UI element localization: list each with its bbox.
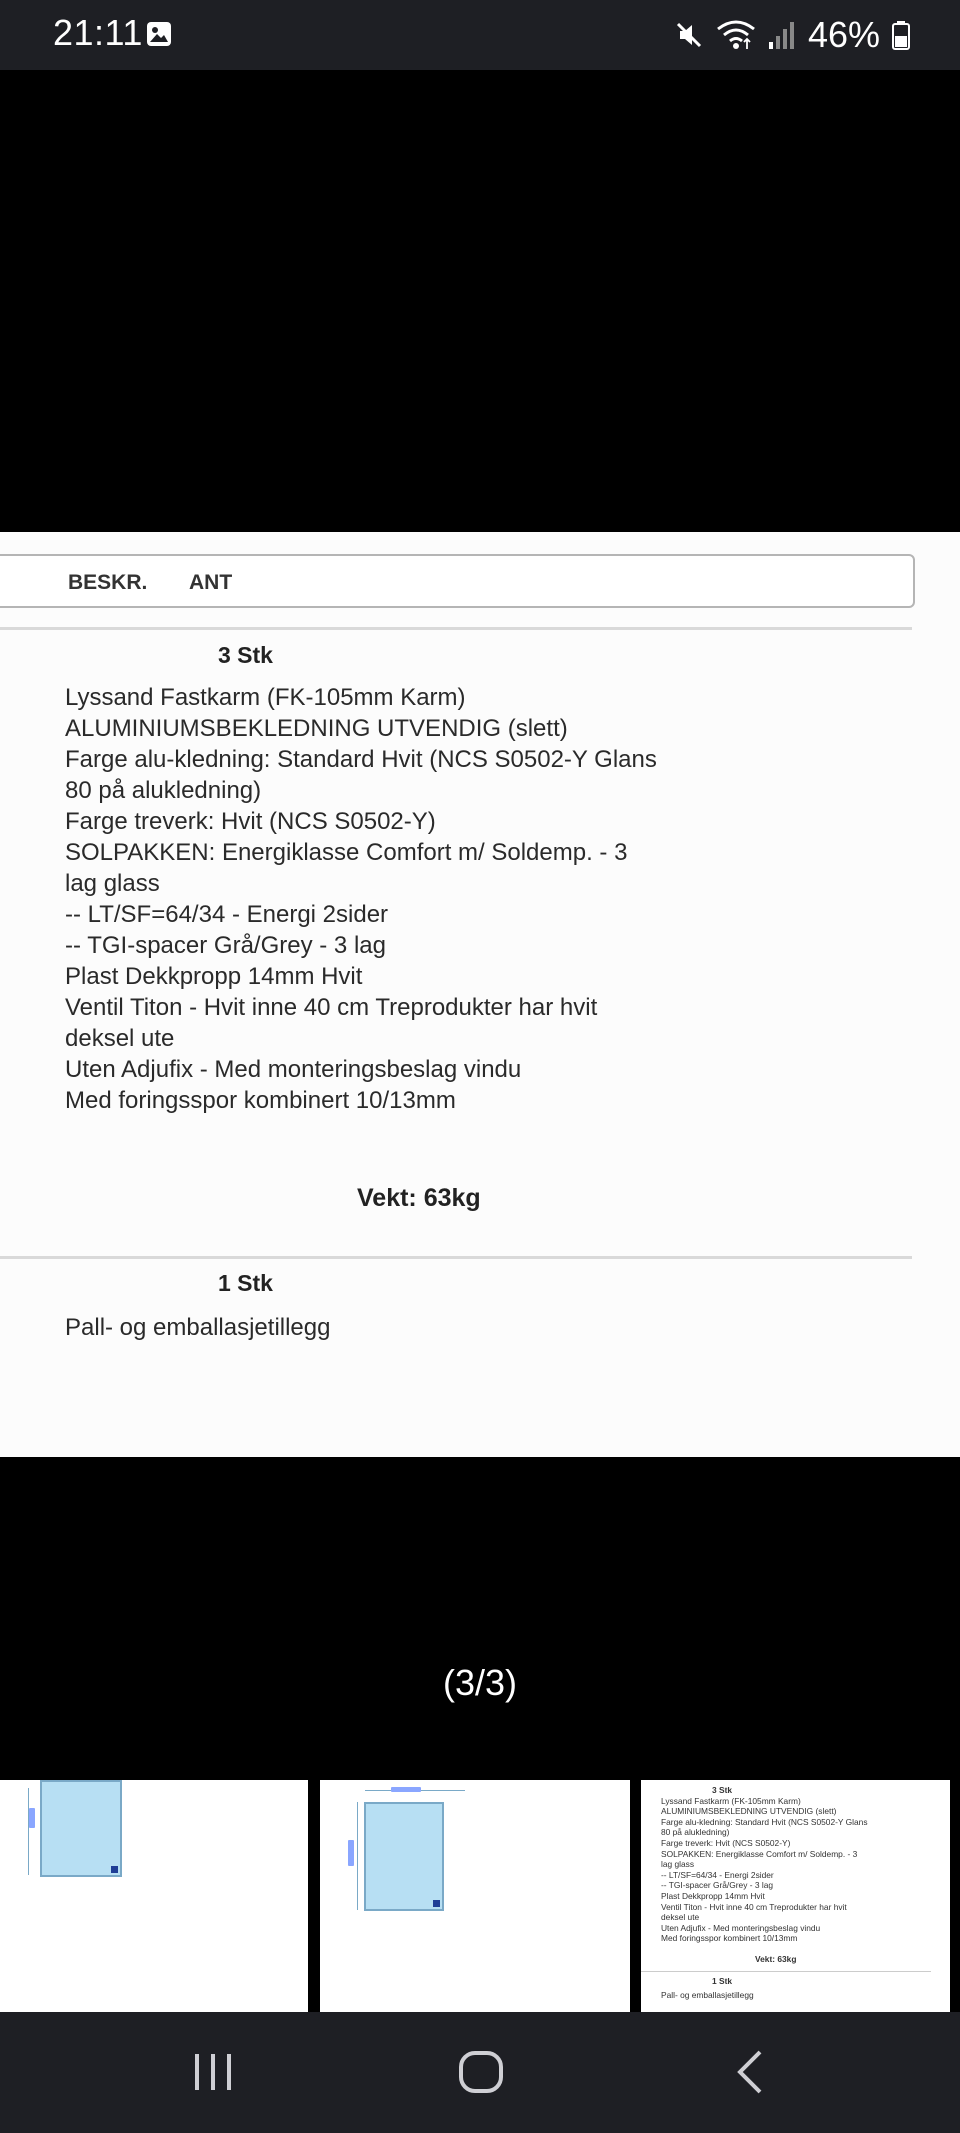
mini-line: -- LT/SF=64/34 - Energi 2sider [661, 1869, 774, 1880]
mini-line: Uten Adjufix - Med monteringsbeslag vindu [661, 1922, 821, 1933]
item1-description [65, 682, 657, 1116]
mini-line: Lyssand Fastkarm (FK-105mm Karm) [661, 1795, 801, 1806]
mini-line: lag glass [661, 1859, 695, 1870]
item1-line: Med foringsspor kombinert 10/13mm [65, 1087, 456, 1114]
item1-line: Farge treverk: Hvit (NCS S0502-Y) [65, 808, 436, 835]
item1-line: lag glass [65, 870, 160, 897]
mini-line: Plast Dekkpropp 14mm Hvit [661, 1890, 765, 1901]
image-icon [146, 21, 172, 47]
item1-quantity: 3 Stk [218, 642, 273, 668]
mini-line: Ventil Titon - Hvit inne 40 cm Treprodukter har hvit [661, 1901, 847, 1912]
thumbnail-2[interactable] [320, 1780, 630, 2012]
item1-line: Plast Dekkpropp 14mm Hvit [65, 963, 363, 990]
mini-divider [641, 1971, 931, 1972]
image-counter: (3/3) [442, 1662, 518, 1703]
item1-line: deksel ute [65, 1025, 175, 1052]
mini-weight: Vekt: 63kg [755, 1953, 797, 1964]
item1-line: Uten Adjufix - Med monteringsbeslag vindu [65, 1056, 522, 1083]
item1-weight: Vekt: 63kg [357, 1184, 481, 1212]
signal-icon [768, 20, 796, 50]
status-bar [0, 0, 960, 70]
header-beskr: BESKR. [68, 571, 148, 594]
thumbnail-3[interactable] [641, 1780, 950, 2012]
item1-line: Lyssand Fastkarm (FK-105mm Karm) [65, 684, 466, 711]
item1-line: Farge alu-kledning: Standard Hvit (NCS S0502-Y Glans [65, 746, 657, 773]
thumbnail-document [661, 1785, 931, 2001]
divider [0, 627, 912, 630]
mini-line: Med foringsspor kombinert 10/13mm [661, 1933, 798, 1944]
mini-line: Farge alu-kledning: Standard Hvit (NCS S0502-Y Glans [661, 1816, 868, 1827]
item1-line: Ventil Titon - Hvit inne 40 cm Treprodukter har hvit [65, 994, 598, 1021]
dimension-label [29, 1808, 35, 1828]
recent-apps-icon[interactable] [183, 2042, 243, 2102]
item1-line: SOLPAKKEN: Energiklasse Comfort m/ Soldemp. - 3 [65, 839, 628, 866]
window-drawing [40, 1780, 122, 1877]
item2-quantity: 1 Stk [218, 1270, 273, 1296]
status-time: 21:11 [53, 12, 143, 53]
mini-line: Pall- og emballasjetillegg [661, 1990, 754, 2001]
mini-quantity: 1 Stk [712, 1975, 733, 1986]
status-icons [674, 12, 910, 58]
document-image [0, 532, 960, 1457]
thumbnail-strip [0, 1778, 960, 2012]
item1-line: ALUMINIUMSBEKLEDNING UTVENDIG (slett) [65, 715, 568, 742]
mini-line: Farge treverk: Hvit (NCS S0502-Y) [661, 1837, 791, 1848]
thumbnail-1[interactable] [0, 1780, 308, 2012]
divider [0, 1256, 912, 1259]
mini-line: 80 på alukledning) [661, 1827, 730, 1838]
mini-quantity: 3 Stk [712, 1785, 733, 1795]
battery-percentage: 46% [807, 14, 880, 55]
table-header [0, 554, 915, 608]
dimension-line [357, 1802, 358, 1910]
mini-line: -- TGI-spacer Grå/Grey - 3 lag [661, 1880, 774, 1891]
item1-line: -- LT/SF=64/34 - Energi 2sider [65, 901, 389, 928]
dimension-line [28, 1788, 29, 1875]
dimension-label [391, 1787, 421, 1792]
home-icon[interactable] [451, 2042, 511, 2102]
item2-description: Pall- og emballasjetillegg [65, 1314, 331, 1341]
mini-line: deksel ute [661, 1912, 700, 1923]
mini-line: SOLPAKKEN: Energiklasse Comfort m/ Soldemp. - 3 [661, 1848, 858, 1859]
wifi-icon [716, 19, 756, 51]
image-viewer[interactable] [0, 70, 960, 1778]
mute-icon [674, 20, 704, 50]
header-ant: ANT [189, 571, 233, 594]
dimension-label [348, 1840, 354, 1866]
item1-line: 80 på alukledning) [65, 777, 262, 804]
battery-icon [892, 20, 910, 50]
item1-line: -- TGI-spacer Grå/Grey - 3 lag [65, 932, 386, 959]
back-icon[interactable] [720, 2042, 780, 2102]
mini-line: ALUMINIUMSBEKLEDNING UTVENDIG (slett) [661, 1806, 837, 1817]
navigation-bar [0, 2012, 960, 2133]
window-drawing [364, 1802, 444, 1911]
